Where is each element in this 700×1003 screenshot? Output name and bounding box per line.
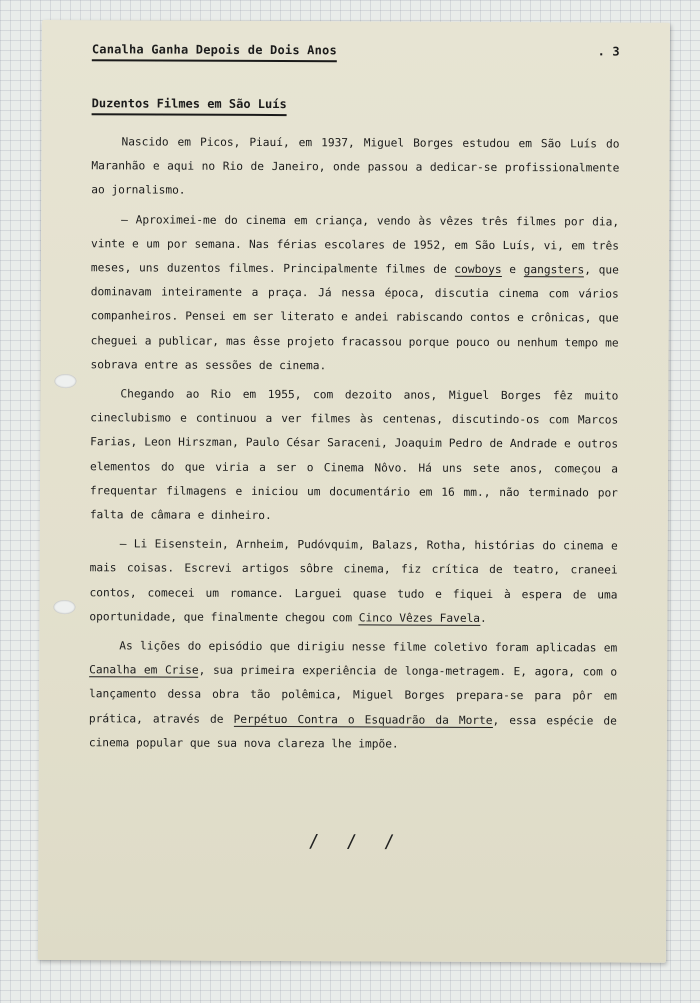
text-run: e <box>501 263 524 277</box>
page-header <box>92 42 620 63</box>
underlined-title: Cinco Vêzes Favela <box>358 611 481 625</box>
section-title: Duzentos Filmes em São Luís <box>92 96 287 116</box>
typed-page <box>38 20 670 963</box>
closing-marks: / / / <box>308 831 403 853</box>
underlined-title: cowboys <box>454 262 502 277</box>
paragraph <box>89 532 617 631</box>
text-run: As lições do episódio que dirigiu nesse filme coletivo foram aplicadas em <box>119 639 618 655</box>
article-body <box>89 130 620 762</box>
underlined-title: Canalha em Crise <box>89 663 199 677</box>
punch-hole <box>53 600 75 614</box>
underlined-title: Perpétuo Contra o Esquadrão da Morte <box>233 712 493 727</box>
text-run: — Aproximei-me do cinema em criança, vendo às vêzes três filmes por dia, vinte e um por semana. Nas férias escolares de 1952, em São Luís, vi, em três meses, uns duzentos filmes. Principalmente filmes de <box>90 212 620 276</box>
text-run: , que dominavam inteiramente a praça. Já nessa época, discutia cinema com vários companheiros. Pensei em ser literato e andei rabiscando contos e crônicas, que cheguei a publicar, mas êsse projeto fracassou porque pouco ou nenhum tempo me sobrava entre as sessões de cinema. <box>90 263 619 373</box>
text-run: , sua primeira experiência de longa-metragem. E, agora, com o lançamento dessa obra tão polêmica, Miguel Borges prepara-se para pôr em prática, através de <box>88 663 618 726</box>
text-run: Chegando ao Rio em 1955, com dezoito anos, Miguel Borges fêz muito cineclubismo e continuou a ver filmes às centenas, discutindo-os com Marcos Farias, Leon Hirszman, Paulo César Saraceni, Joaquim Pedro de Andrade e outros elementos do que viria a ser o Cinema Nôvo. Há uns sete anos, começou a frequentar filmagens e iniciou um documentário em 16 mm., não terminado por falta de câmara e dinheiro. <box>89 387 619 523</box>
underlined-title: gangsters <box>523 263 585 277</box>
paragraph <box>91 130 619 205</box>
paragraph <box>90 382 619 530</box>
text-run: Nascido em Picos, Piauí, em 1937, Miguel Borges estudou em São Luís do Maranhão e aqui no Rio de Janeiro, onde passou a dedicar-se profissionalmente ao jornalismo. <box>91 135 620 198</box>
punch-hole <box>54 374 76 388</box>
text-run: — Li Eisenstein, Arnheim, Pudóvquim, Balazs, Rotha, histórias do cinema e mais coisas. Escrevi artigos sôbre cinema, fiz crítica de teatro, craneei contos, comecei um romance. Larguei quase tudo e fiquei à espera de uma oportunidade, que finalmente chegou com <box>89 537 618 625</box>
text-run: , essa espécie de cinema popular que sua nova clareza lhe impõe. <box>88 713 617 751</box>
paragraph <box>90 208 619 380</box>
paragraph <box>89 634 618 757</box>
running-title: Canalha Ganha Depois de Dois Anos <box>92 42 337 62</box>
page-number: . 3 <box>597 44 620 59</box>
text-run: . <box>480 611 487 625</box>
